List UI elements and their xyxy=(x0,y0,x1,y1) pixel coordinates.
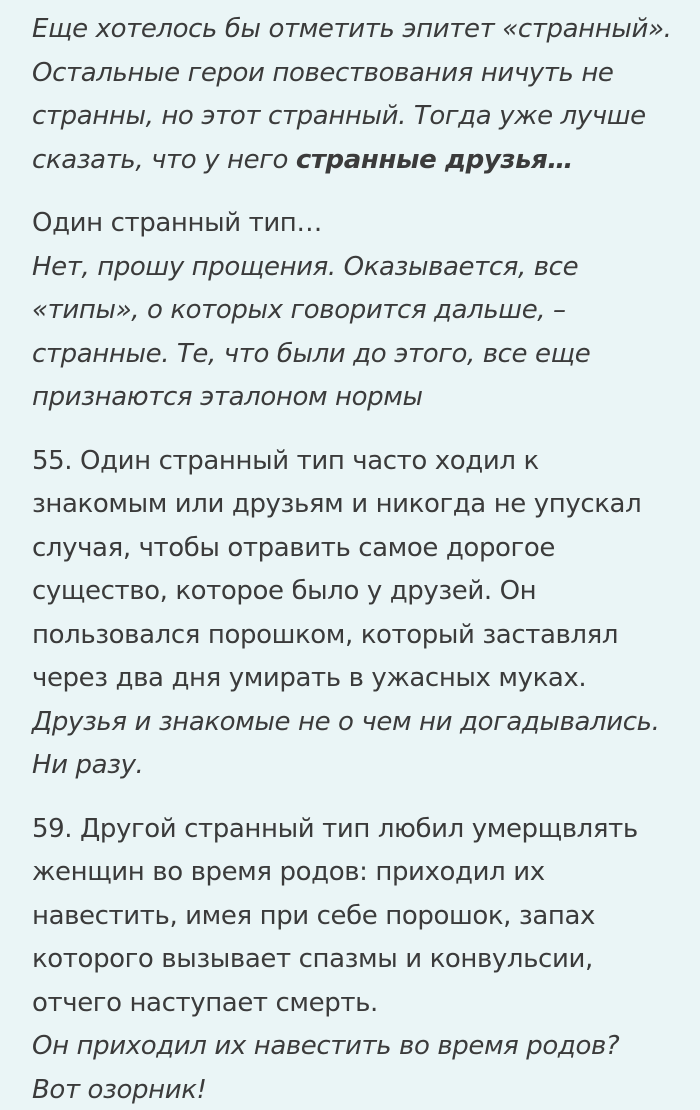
text-run: 55. Один странный тип часто ходил к xyxy=(32,445,539,476)
text-line xyxy=(32,333,680,377)
text-run: навестить, имея при себе порошок, запах xyxy=(32,900,595,931)
text-line xyxy=(32,701,680,745)
text-line xyxy=(32,95,680,139)
text-run: которого вызывает спазмы и конвульсии, xyxy=(32,944,593,974)
text-run: Еще хотелось бы отметить эпитет «странный». xyxy=(32,14,672,44)
text-run: «типы», о которых говорится дальше, – xyxy=(32,295,566,325)
text-run: Друзья и знакомые не о чем ни догадывались. xyxy=(32,706,660,737)
text-line xyxy=(32,570,680,614)
text-run: женщин во время родов: приходил их xyxy=(32,857,545,887)
text-line xyxy=(32,744,680,788)
paragraph xyxy=(32,8,680,182)
text-line xyxy=(32,483,680,527)
text-run: пользовался порошком, который заставлял xyxy=(32,619,619,650)
text-run: странны, но этот странный. Тогда уже лучше xyxy=(32,101,646,131)
text-line xyxy=(32,376,680,420)
text-line xyxy=(32,246,680,290)
text-line xyxy=(32,139,680,183)
text-run: знакомым или друзьям и никогда не упускал xyxy=(32,489,642,519)
text-line xyxy=(32,895,680,939)
text-line xyxy=(32,8,680,52)
text-line xyxy=(32,289,680,333)
text-run: Остальные герои повествования ничуть не xyxy=(32,57,614,88)
text-line xyxy=(32,440,680,484)
text-run: 59. Другой странный тип любил умерщвлять xyxy=(32,813,638,844)
text-line xyxy=(32,851,680,895)
text-line xyxy=(32,808,680,852)
paragraph xyxy=(32,808,680,1110)
text-line xyxy=(32,614,680,658)
text-run: Нет, прошу прощения. Оказывается, все xyxy=(32,251,579,282)
text-line xyxy=(32,1025,680,1069)
text-run: через два дня умирать в ужасных муках. xyxy=(32,663,587,693)
text-run: Вот озорник! xyxy=(32,1074,207,1105)
text-line xyxy=(32,938,680,982)
text-run: Он приходил их навестить во время родов? xyxy=(32,1031,620,1061)
text-run: сказать, что у него xyxy=(32,144,296,175)
paragraph xyxy=(32,440,680,788)
text-run: Один странный тип… xyxy=(32,208,323,238)
text-line xyxy=(32,202,680,246)
paragraph xyxy=(32,202,680,420)
text-line xyxy=(32,657,680,701)
text-run: случая, чтобы отравить самое дорогое xyxy=(32,532,555,563)
text-run: существо, которое было у друзей. Он xyxy=(32,576,537,606)
text-run: признаются эталоном нормы xyxy=(32,382,423,412)
text-line xyxy=(32,1069,680,1110)
text-run: странные. Те, что были до этого, все еще xyxy=(32,338,591,369)
text-run: Ни разу. xyxy=(32,750,144,780)
text-line xyxy=(32,527,680,571)
text-run: странные друзья… xyxy=(295,144,574,175)
text-line xyxy=(32,982,680,1026)
text-run: отчего наступает смерть. xyxy=(32,987,378,1018)
text-line xyxy=(32,52,680,96)
